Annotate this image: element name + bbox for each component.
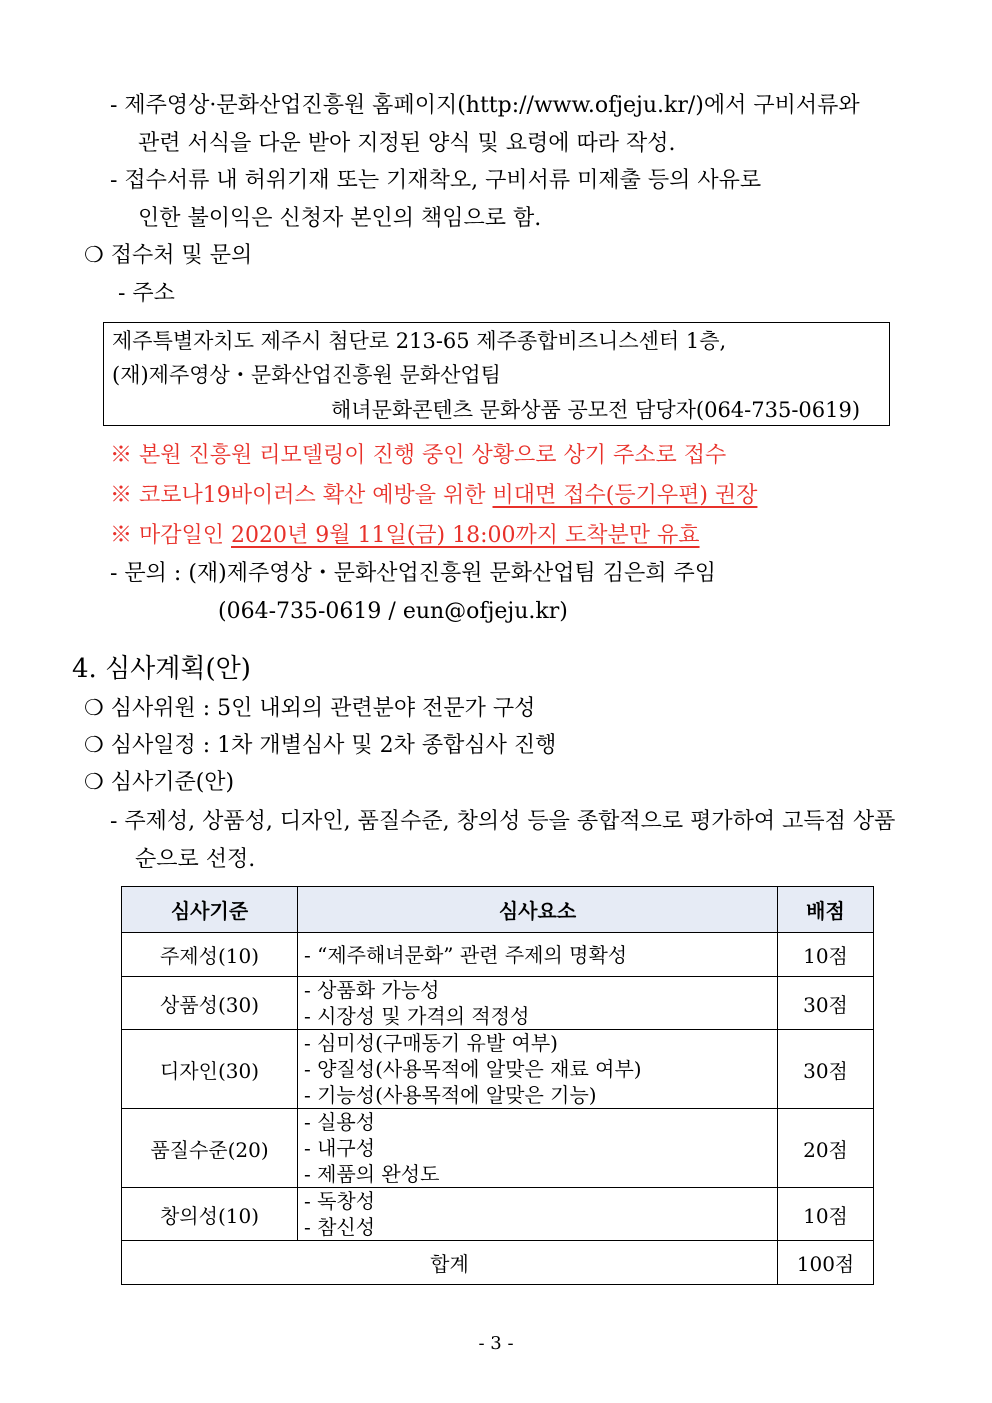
score-cell: 30점 [778,1030,874,1109]
notice-deadline-underlined: 2020년 9월 11일(금) 18:00까지 도착분만 유효 [231,523,700,548]
intro-bullet-2-line-2: 인한 불이익은 신청자 본인의 책임으로 함. [138,206,542,231]
address-box [103,322,890,426]
notice-covid [110,481,757,511]
element-item: - 참신성 [304,1215,376,1239]
table-row [122,977,874,1030]
element-item: - 심미성(구매동기 유발 여부) [304,1031,558,1055]
element-item: - 시장성 및 가격의 적정성 [304,1004,530,1028]
criteria-cell: 주제성(10) [122,933,298,977]
table-row [122,1030,874,1109]
score-cell: 30점 [778,977,874,1030]
address-label: - 주소 [118,281,175,306]
contact-line-2: (064-735-0619 / eun@ofjeju.kr) [218,599,568,624]
address-line-3: 해녀문화콘텐츠 문화상품 공모전 담당자(064-735-0619) [331,398,861,422]
criteria-cell: 품질수준(20) [122,1109,298,1188]
element-item: - 양질성(사용목적에 알맞은 재료 여부) [304,1057,642,1081]
intro-bullet-2-line-1: - 접수서류 내 허위기재 또는 기재착오, 구비서류 미제출 등의 사유로 [110,168,762,193]
page-number: - 3 - [478,1333,514,1354]
review-criteria-desc-line-2: 순으로 선정. [135,847,256,872]
notice-remodeling: ※ 본원 진흥원 리모델링이 진행 중인 상황으로 상기 주소로 접수 [110,443,727,468]
criteria-cell: 상품성(30) [122,977,298,1030]
element-item: - 내구성 [304,1136,376,1160]
score-cell: 10점 [778,933,874,977]
header-criteria: 심사기준 [122,887,298,933]
elements-cell [298,977,778,1030]
contact-line-1: - 문의 : (재)제주영상・문화산업진흥원 문화산업팀 김은희 주임 [110,561,717,586]
total-label: 합계 [122,1241,778,1285]
intro-bullet-1-line-1: - 제주영상·문화산업진흥원 홈페이지(http://www.ofjeju.kr/)에서 구비서류와 [110,93,860,118]
intro-bullet-1-line-2: 관련 서식을 다운 받아 지정된 양식 및 요령에 따라 작성. [138,131,676,156]
score-cell: 10점 [778,1188,874,1241]
notice-covid-text: ※ 코로나19바이러스 확산 예방을 위한 [110,483,493,508]
notice-deadline-text: ※ 마감일인 [110,523,231,548]
element-item: - 독창성 [304,1189,376,1213]
address-line-1: 제주특별자치도 제주시 첨단로 213-65 제주종합비즈니스센터 1층, [112,329,727,353]
element-item: - 제품의 완성도 [304,1162,440,1186]
element-item: - “제주해녀문화” 관련 주제의 명확성 [304,942,628,967]
address-line-2: (재)제주영상・문화산업진흥원 문화산업팀 [112,363,501,387]
element-item: - 실용성 [304,1110,376,1134]
elements-cell [298,933,778,977]
header-score: 배점 [778,887,874,933]
element-item: - 상품화 가능성 [304,978,440,1002]
score-cell: 20점 [778,1109,874,1188]
notice-covid-underlined: 비대면 접수(등기우편) 권장 [492,483,758,508]
criteria-cell: 창의성(10) [122,1188,298,1241]
header-elements: 심사요소 [298,887,778,933]
review-criteria-desc-line-1: - 주제성, 상품성, 디자인, 품질수준, 창의성 등을 종합적으로 평가하여 고득점 상품 [110,809,896,834]
criteria-cell: 디자인(30) [122,1030,298,1109]
section-4-title: 4. 심사계획(안) [72,654,251,684]
element-item: - 기능성(사용목적에 알맞은 기능) [304,1083,597,1107]
criteria-table [121,886,874,1285]
table-header-row [122,887,874,933]
review-schedule: ❍ 심사일정 : 1차 개별심사 및 2차 종합심사 진행 [84,733,557,758]
table-row [122,1109,874,1188]
review-criteria-title: ❍ 심사기준(안) [84,770,235,795]
table-row [122,1188,874,1241]
table-row [122,933,874,977]
total-score: 100점 [778,1241,874,1285]
review-committee: ❍ 심사위원 : 5인 내외의 관련분야 전문가 구성 [84,696,536,721]
elements-cell [298,1188,778,1241]
elements-cell [298,1109,778,1188]
reception-title: ❍ 접수처 및 문의 [84,243,253,268]
notice-deadline [110,521,700,551]
elements-cell [298,1030,778,1109]
table-total-row [122,1241,874,1285]
